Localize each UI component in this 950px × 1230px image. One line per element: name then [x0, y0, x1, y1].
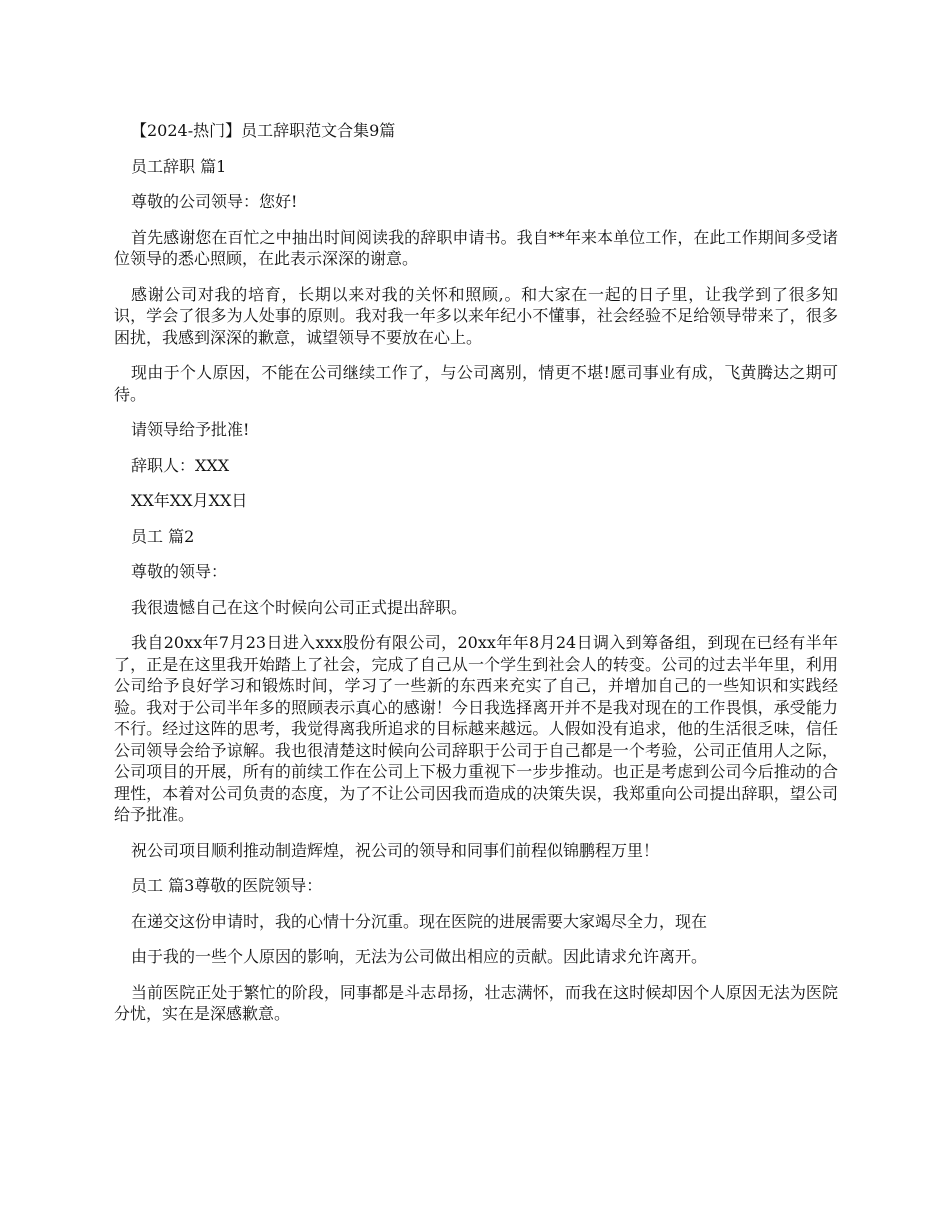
body-paragraph: 感谢公司对我的培育，长期以来对我的关怀和照顾,。和大家在一起的日子里，让我学到了很多知识，学会了很多为人处事的原则。我对我一年多以来年纪小不懂事，社会经验不足给领导带来了，很多困扰，我感到深深的歉意，诚望领导不要放在心上。 [114, 284, 838, 347]
body-paragraph: 在递交这份申请时，我的心情十分沉重。现在医院的进展需要大家竭尽全力，现在 [131, 911, 708, 931]
date-line: XX年XX月XX日 [131, 491, 248, 510]
body-paragraph: 现由于个人原因，不能在公司继续工作了，与公司离别，情更不堪!愿司事业有成，飞黄腾达之期可待。 [114, 363, 838, 404]
body-paragraph: 我自20xx年7月23日进入xxx股份有限公司，20xx年年8月24日调入到筹备组，到现在已经有半年了，正是在这里我开始踏上了社会，完成了自己从一个学生到社会人的转变。公司的过去半年里，利用公司给予良好学习和锻炼时间，学习了一些新的东西来充实了自己，并增加自己的一些知识和实践经验。我对于公司半年多的照顾表示真心的感谢！今日我选择离开并不是我对现在的工作畏惧，承受能力不行。经过这阵的思考，我觉得离我所追求的目标越来越远。人假如没有追求，他的生活很乏味，信任公司领导会给予谅解。我也很清楚这时候向公司辞职于公司于自己都是一个考验，公司正值用人之际，公司项目的开展，所有的前续工作在公司上下极力重视下一步步推动。也正是考虑到公司今后推动的合理性，本着对公司负责的态度，为了不让公司因我而造成的决策失误，我郑重向公司提出辞职，望公司给予批准。 [114, 633, 838, 824]
document-title: 【2024-热门】员工辞职范文合集9篇 [131, 121, 396, 140]
salutation-2: 尊敬的领导： [131, 562, 228, 581]
request-line: 请领导给予批准! [131, 420, 250, 439]
section-heading-3: 员工 篇3尊敬的医院领导： [131, 876, 323, 895]
body-paragraph: 由于我的一些个人原因的影响，无法为公司做出相应的贡献。因此请求允许离开。 [131, 947, 708, 966]
body-paragraph: 我很遗憾自己在这个时候向公司正式提出辞职。 [131, 597, 468, 617]
body-paragraph: 当前医院正处于繁忙的阶段，同事都是斗志昂扬，壮志满怀，而我在这时候却因个人原因无法为医院分忧，实在是深感歉意。 [114, 982, 838, 1023]
salutation-1: 尊敬的公司领导：您好! [131, 192, 298, 211]
section-heading-2: 员工 篇2 [131, 526, 195, 546]
closing-wish: 祝公司项目顺利推动制造辉煌，祝公司的领导和同事们前程似锦鹏程万里！ [131, 840, 660, 860]
signature-line: 辞职人：XXX [131, 455, 230, 475]
section-heading-1: 员工辞职 篇1 [131, 156, 227, 176]
document-page [114, 120, 838, 1039]
body-paragraph: 首先感谢您在百忙之中抽出时间阅读我的辞职申请书。我自**年来本单位工作，在此工作期间多受诸位领导的悉心照顾，在此表示深深的谢意。 [114, 227, 838, 268]
